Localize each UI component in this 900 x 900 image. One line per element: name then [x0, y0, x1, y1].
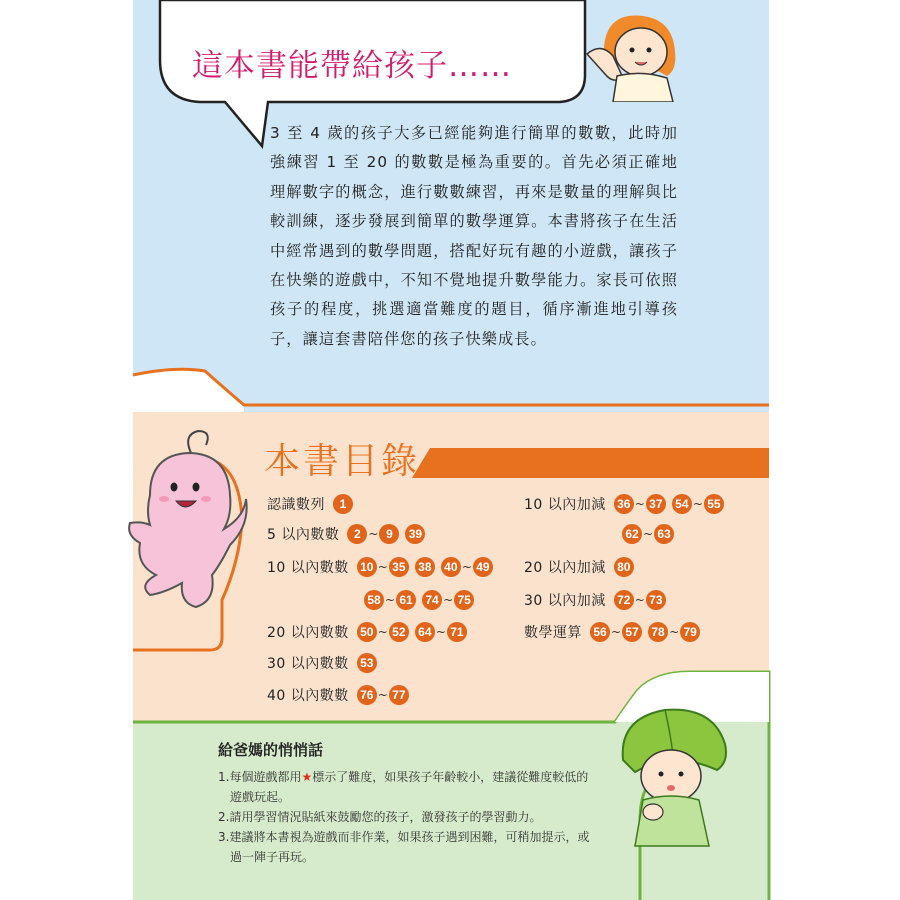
tips-title: 給爸媽的悄悄話 [218, 741, 324, 759]
page-badge: 75 [454, 590, 474, 610]
tip-2: 2.請用學習情況貼紙來鼓勵您的孩子，激發孩子的學習動力。 [218, 810, 542, 824]
toc-label: 30 以內數數 [267, 656, 349, 672]
page-badge: 71 [447, 622, 467, 642]
star-icon: ★ [301, 770, 313, 784]
page-badge: 61 [396, 590, 416, 610]
page-badge: 9 [379, 524, 399, 544]
page-badge: 63 [654, 524, 674, 544]
range-tilde: ~ [461, 560, 472, 574]
page-badge: 38 [415, 557, 435, 577]
page-badge: 76 [357, 685, 377, 705]
toc-label: 10 以內加減 [524, 497, 606, 513]
toc-label: 40 以內數數 [267, 688, 349, 704]
toc-row-count-5 [267, 521, 425, 547]
page-badge: 74 [422, 590, 442, 610]
tip-1-text-a: 1.每個遊戲都用 [218, 770, 302, 784]
page-badge: 40 [441, 557, 461, 577]
range-tilde: ~ [443, 593, 454, 607]
toc-row-sequence [267, 491, 353, 517]
tip-3: 3.建議將本書視為遊戲而非作業，如果孩子遇到困難，可稍加提示，或 [218, 830, 590, 844]
page-badge: 62 [622, 524, 642, 544]
range-tilde: ~ [611, 625, 622, 639]
leaf-hat-boy-character-icon [613, 700, 733, 850]
toc-row-add-sub-10 [524, 491, 724, 517]
intro-paragraph: 3 至 4 歲的孩子大多已經能夠進行簡單的數數，此時加強練習 1 至 20 的數數是極為重要的。首先必須正確地理解數字的概念，進行數數練習，再來是數量的理解與比較訓練，逐步發展到簡單的數學運算。本書將孩子在生活中經常遇到的數學問題，搭配好玩有趣的小遊戲，讓孩子在快樂的遊戲中，不知不覺地提升數學能力。家長可依照孩子的程度，挑選適當難度的題目，循序漸進地引導孩子，讓這套書陪伴您的孩子快樂成長。 [270, 124, 678, 348]
toc-label: 5 以內數數 [267, 527, 340, 543]
tip-1 [218, 767, 588, 787]
page-badge: 80 [614, 557, 634, 577]
toc-label: 10 以內數數 [267, 560, 349, 576]
page-badge: 73 [646, 590, 666, 610]
tip-1-cont: 遊戲玩起。 [230, 790, 291, 804]
page-badge: 50 [357, 622, 377, 642]
page-badge: 10 [357, 557, 377, 577]
pink-ghost-character-icon [120, 425, 250, 615]
page-badge: 72 [614, 590, 634, 610]
page-badge: 53 [357, 653, 377, 673]
range-tilde: ~ [377, 688, 388, 702]
page-badge: 1 [333, 494, 353, 514]
toc-row-count-20 [267, 619, 467, 645]
page-badge: 39 [405, 524, 425, 544]
tip-3-cont: 過一陣子再玩。 [230, 850, 315, 864]
range-tilde: ~ [669, 625, 680, 639]
page-badge: 79 [680, 622, 700, 642]
page-badge: 78 [648, 622, 668, 642]
toc-title: 本書目錄 [264, 441, 421, 482]
page-badge: 56 [590, 622, 610, 642]
girl-character-icon [583, 12, 693, 102]
range-tilde: ~ [643, 527, 654, 541]
toc-row-math-ops [524, 619, 700, 645]
toc-label: 認識數列 [267, 497, 325, 513]
toc-label: 20 以內加減 [524, 560, 606, 576]
page-badge: 52 [389, 622, 409, 642]
toc-row-count-30 [267, 650, 377, 676]
toc-row-add-sub-30 [524, 587, 666, 613]
range-tilde: ~ [634, 497, 645, 511]
range-tilde: ~ [692, 497, 703, 511]
page-badge: 77 [389, 685, 409, 705]
page-badge: 55 [704, 494, 724, 514]
toc-row-count-40 [267, 682, 409, 708]
range-tilde: ~ [368, 527, 379, 541]
range-tilde: ~ [634, 593, 645, 607]
page-badge: 49 [473, 557, 493, 577]
toc-label: 20 以內數數 [267, 625, 349, 641]
tip-1-text-b: 標示了難度，如果孩子年齡較小，建議從難度較低的 [312, 770, 589, 784]
range-tilde: ~ [377, 625, 388, 639]
page-badge: 2 [347, 524, 367, 544]
page-badge: 58 [364, 590, 384, 610]
toc-row-count-10 [267, 554, 493, 580]
toc-row-add-sub-20 [524, 554, 634, 580]
range-tilde: ~ [377, 560, 388, 574]
range-tilde: ~ [435, 625, 446, 639]
page-badge: 37 [646, 494, 666, 514]
page-badge: 35 [389, 557, 409, 577]
page-badge: 57 [622, 622, 642, 642]
page-badge: 64 [415, 622, 435, 642]
range-tilde: ~ [385, 593, 396, 607]
page-badge: 36 [614, 494, 634, 514]
toc-label: 數學運算 [524, 625, 582, 641]
page-badge: 54 [672, 494, 692, 514]
toc-label: 30 以內加減 [524, 593, 606, 609]
toc-row-count-10-cont [364, 587, 474, 613]
toc-row-add-sub-10-cont [622, 521, 674, 547]
page-title: 這本書能帶給孩子…… [192, 48, 512, 84]
